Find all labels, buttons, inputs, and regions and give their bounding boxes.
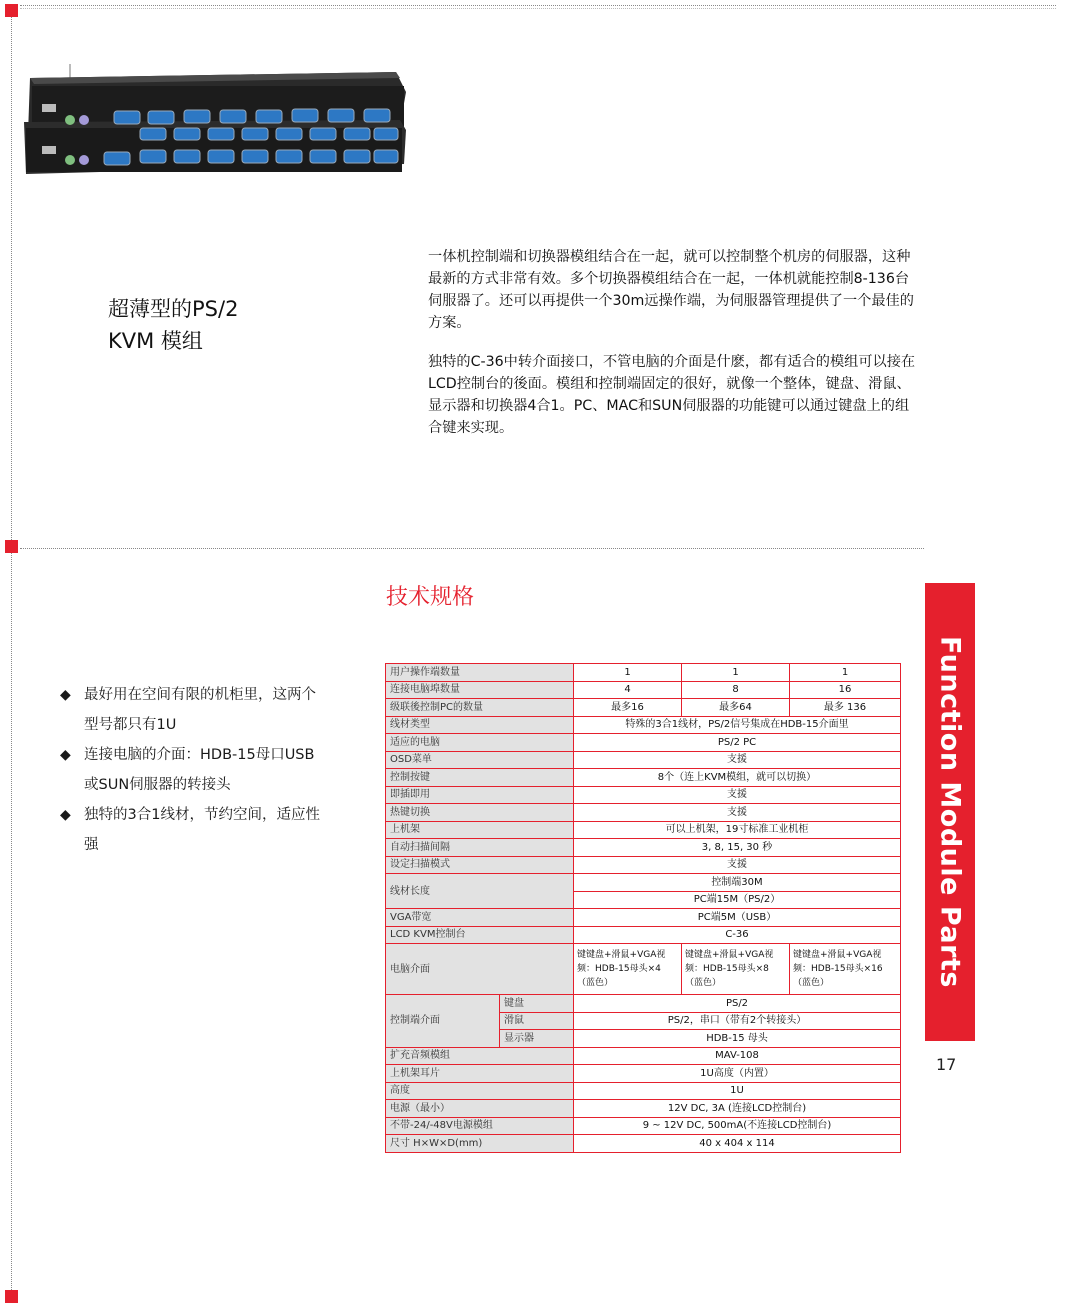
diamond-bullet-icon: ◆ [60,747,71,763]
cell-value: 支援 [574,856,901,874]
row-label: 电源（最小） [386,1100,574,1118]
spec-table [385,663,901,1153]
row-label: 电脑介面 [386,944,574,995]
cell-value: 12V DC, 3A (连接LCD控制台) [574,1100,901,1118]
row-label: 级联後控制PC的数量 [386,699,574,717]
cell-model-3: 键键盘+滑鼠+VGA视频：HDB-15母头×16（蓝色） [790,944,901,995]
intro-text [428,246,918,456]
table-row [386,944,901,995]
table-row [386,1135,901,1153]
table-row [386,995,901,1013]
table-row [386,1065,901,1083]
table-row [386,664,901,682]
cell-model-3: 1 [790,664,901,682]
red-marker-mid [5,540,18,553]
row-label: 尺寸 H×W×D(mm) [386,1135,574,1153]
cell-value: 1U [574,1082,901,1100]
row-label: 上机架 [386,821,574,839]
cell-model-1: 键键盘+滑鼠+VGA视频：HDB-15母头×4（蓝色） [574,944,682,995]
spec-section-title: 技术规格 [386,585,475,610]
feature-text: 最好用在空间有限的机柜里，这两个型号都只有1U [84,687,316,733]
row-label: 设定扫描模式 [386,856,574,874]
table-row [386,751,901,769]
cell-value: 特殊的3合1线材，PS/2信号集成在HDB-15介面里 [574,716,901,734]
cell-value: 可以上机架，19寸标准工业机柜 [574,821,901,839]
cell-model-2: 8 [682,681,790,699]
row-label: 扩充音频模组 [386,1047,574,1065]
left-dotted-rule [11,14,12,1294]
section-side-tab [925,583,975,1041]
table-row [386,1100,901,1118]
table-row [386,734,901,752]
cell-model-1: 4 [574,681,682,699]
table-row [386,1047,901,1065]
side-tab-label: Function Module Parts [934,636,966,988]
row-label: 上机架耳片 [386,1065,574,1083]
row-label: 自动扫描间隔 [386,839,574,857]
table-row [386,681,901,699]
page-number: 17 [936,1055,957,1074]
cell-model-2: 最多64 [682,699,790,717]
row-label: 线材长度 [386,874,574,909]
table-row [386,909,901,927]
row-label: LCD KVM控制台 [386,926,574,944]
cell-value: 3, 8, 15, 30 秒 [574,839,901,857]
row-label: 高度 [386,1082,574,1100]
cell-model-1: 1 [574,664,682,682]
cell-value: PC端5M（USB） [574,909,901,927]
red-marker-bottom [5,1290,18,1303]
row-label: 热键切换 [386,804,574,822]
feature-list [60,680,328,860]
table-row [386,716,901,734]
cell-value: PS/2 [574,995,901,1013]
table-row [386,821,901,839]
cell-model-3: 16 [790,681,901,699]
product-title-line2: KVM 模组 [108,329,203,353]
cell-value: 支援 [574,804,901,822]
table-row [386,1082,901,1100]
kvm-module-photo [24,64,406,176]
row-label: 控制端介面 [386,995,500,1048]
cell-value: HDB-15 母头 [574,1030,901,1048]
row-label: 用户操作端数量 [386,664,574,682]
sub-label-keyboard: 键盘 [500,995,574,1013]
feature-item [60,680,328,740]
row-label: 即插即用 [386,786,574,804]
row-label: VGA带宽 [386,909,574,927]
diamond-bullet-icon: ◆ [60,687,71,703]
intro-paragraph-1: 一体机控制端和切换器模组结合在一起，就可以控制整个机房的伺服器，这种最新的方式非常有效。多个切换器模组结合在一起，一体机就能控制8-136台伺服器了。还可以再提供一个30m远操作端，为伺服器管理提供了一个最佳的方案。 [428,249,914,331]
cell-value: 控制端30M [574,874,901,892]
table-row [386,769,901,787]
row-label: OSD菜单 [386,751,574,769]
cell-value: PS/2 PC [574,734,901,752]
top-dotted-rule [20,5,1056,6]
section-dotted-rule [20,548,924,549]
cell-value: 9 ~ 12V DC, 500mA(不连接LCD控制台) [574,1117,901,1135]
intro-paragraph-2: 独特的C-36中转介面接口，不管电脑的介面是什麽，都有适合的模组可以接在LCD控制台的後面。模组和控制端固定的很好，就像一个整体，键盘、滑鼠、显示器和切换器4合1。PC、MAC和SUN伺服器的功能键可以通过键盘上的组合键来实现。 [428,354,916,436]
table-row [386,926,901,944]
cell-value: 8个（连上KVM模组，就可以切换） [574,769,901,787]
row-label: 不带-24/-48V电源模组 [386,1117,574,1135]
product-title-line1: 超薄型的PS/2 [108,297,239,321]
table-row [386,699,901,717]
row-label: 线材类型 [386,716,574,734]
cell-value: PS/2，串口（带有2个转接头） [574,1012,901,1030]
table-row [386,856,901,874]
table-row [386,786,901,804]
diamond-bullet-icon: ◆ [60,807,71,823]
feature-item [60,740,328,800]
product-title [108,293,368,357]
sub-label-display: 显示器 [500,1030,574,1048]
cell-model-1: 最多16 [574,699,682,717]
table-row [386,1117,901,1135]
cell-value: MAV-108 [574,1047,901,1065]
row-label: 连接电脑埠数量 [386,681,574,699]
sub-label-mouse: 滑鼠 [500,1012,574,1030]
cell-value: PC端15M（PS/2） [574,891,901,909]
cell-model-3: 最多 136 [790,699,901,717]
table-row [386,839,901,857]
red-marker-top [5,4,18,17]
feature-item [60,800,328,860]
row-label: 控制按键 [386,769,574,787]
table-row [386,874,901,892]
cell-value: 40 x 404 x 114 [574,1135,901,1153]
cell-model-2: 键键盘+滑鼠+VGA视频：HDB-15母头×8（蓝色） [682,944,790,995]
cell-value: 1U高度（内置） [574,1065,901,1083]
top-dotted-rule-2 [20,8,1056,9]
row-label: 适应的电脑 [386,734,574,752]
table-row [386,804,901,822]
cell-value: 支援 [574,786,901,804]
feature-text: 连接电脑的介面：HDB-15母口USB或SUN伺服器的转接头 [84,747,315,793]
cell-model-2: 1 [682,664,790,682]
cell-value: C-36 [574,926,901,944]
feature-text: 独特的3合1线材，节约空间，适应性强 [84,807,320,853]
cell-value: 支援 [574,751,901,769]
